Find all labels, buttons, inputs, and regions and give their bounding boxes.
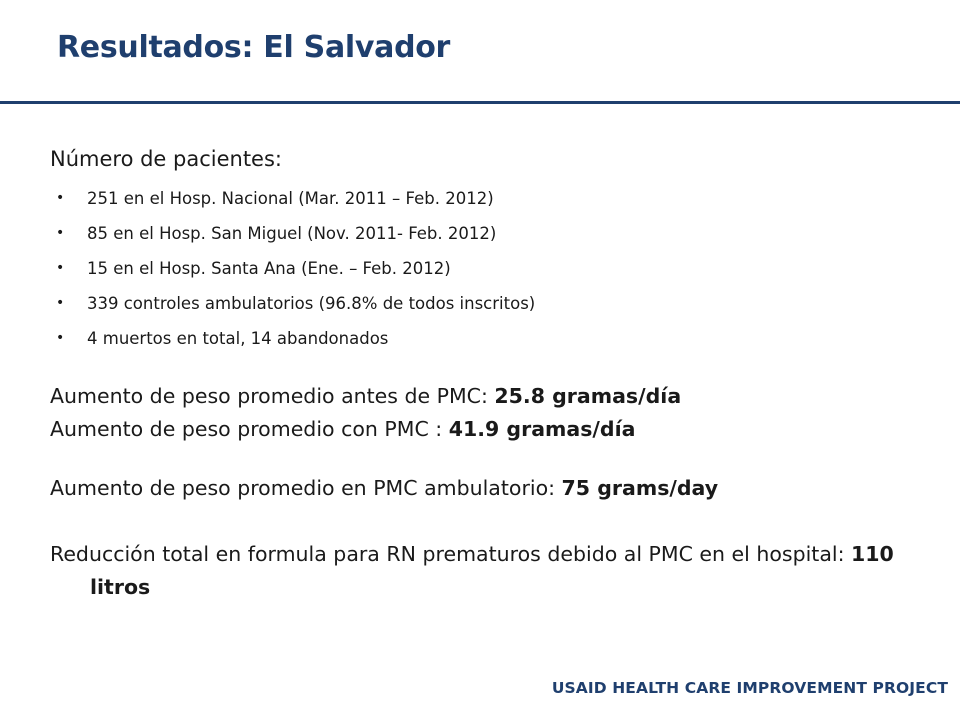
slide-body [50,143,910,604]
weight-gain-before: Aumento de peso promedio antes de PMC: 25.8 gramas/día [50,384,682,408]
list-item: • 339 controles ambulatorios (96.8% de todos inscritos) [50,286,910,321]
weight-gain-ambulatory: Aumento de peso promedio en PMC ambulatorio: 75 grams/day [50,476,719,500]
footer-brand: USAID HEALTH CARE IMPROVEMENT PROJECT [551,679,948,697]
title-divider [0,101,960,104]
bullet-icon: • [56,225,65,241]
patients-list [50,181,910,356]
formula-reduction: Reducción total en formula para RN prematuros debido al PMC en el hospital: 110 litros [50,542,894,599]
list-item: • 15 en el Hosp. Santa Ana (Ene. – Feb. 2012) [50,251,910,286]
slide-title: Resultados: El Salvador [57,30,451,65]
weight-gain-with: Aumento de peso promedio con PMC : 41.9 gramas/día [50,417,636,441]
list-item: • 85 en el Hosp. San Miguel (Nov. 2011- Feb. 2012) [50,216,910,251]
bullet-icon: • [56,260,65,276]
list-item: • 251 en el Hosp. Nacional (Mar. 2011 – Feb. 2012) [50,181,910,216]
bullet-icon: • [56,330,65,346]
list-item: • 4 muertos en total, 14 abandonados [50,321,910,356]
patients-heading: Número de pacientes: [50,147,282,171]
bullet-icon: • [56,190,65,206]
bullet-icon: • [56,295,65,311]
